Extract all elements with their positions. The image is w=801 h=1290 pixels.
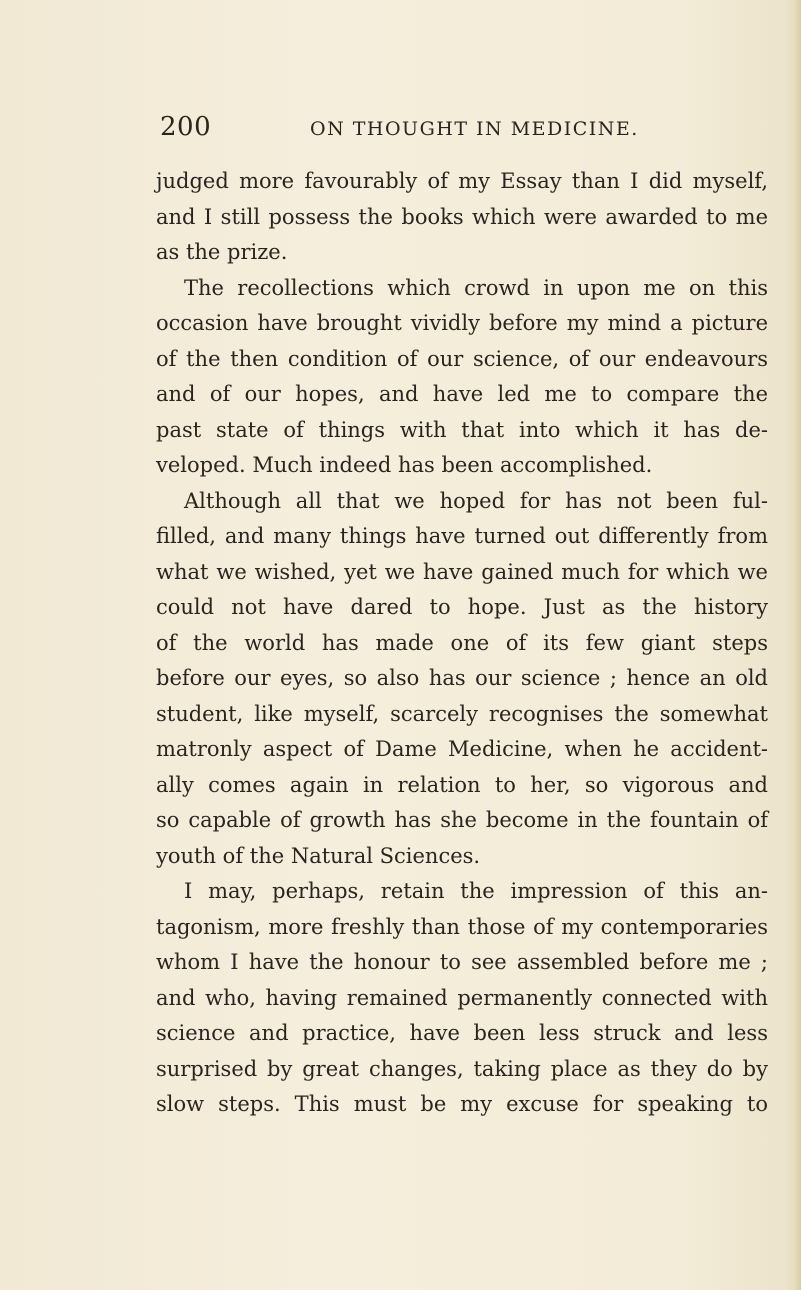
text-line: youth of the Natural Sciences. bbox=[156, 843, 481, 868]
text-line: so capable of growth has she become in the fountain of bbox=[156, 808, 768, 832]
text-line: could not have dared to hope. Just as the history bbox=[156, 595, 768, 619]
text-line: occasion have brought vividly before my mind a picture bbox=[156, 311, 768, 335]
text-line: and who, having remained permanently connected with bbox=[156, 985, 768, 1010]
text-line: I may, perhaps, retain the impression of this an- bbox=[184, 879, 768, 903]
text-line: as the prize. bbox=[156, 240, 288, 264]
body-text bbox=[156, 164, 768, 1123]
page-edge bbox=[785, 0, 801, 1290]
text-line: student, like myself, scarcely recognises the somewhat bbox=[156, 701, 768, 726]
text-line: judged more favourably of my Essay than I did myself, bbox=[156, 169, 768, 193]
running-head: ON THOUGHT IN MEDICINE. bbox=[310, 118, 639, 140]
text-line: matronly aspect of Dame Medicine, when he accident- bbox=[156, 737, 768, 761]
text-line: Although all that we hoped for has not been ful- bbox=[184, 488, 768, 513]
text-line: and I still possess the books which were awarded to me bbox=[156, 204, 768, 229]
text-line: science and practice, have been less struck and less bbox=[156, 1021, 768, 1045]
text-line: The recollections which crowd in upon me on this bbox=[184, 275, 768, 300]
text-line: tagonism, more freshly than those of my contemporaries bbox=[156, 914, 768, 939]
text-line: slow steps. This must be my excuse for speaking to bbox=[156, 1092, 768, 1116]
text-line: whom I have the honour to see assembled before me ; bbox=[156, 950, 768, 974]
page-number: 200 bbox=[160, 112, 212, 142]
text-line: ally comes again in relation to her, so vigorous and bbox=[156, 772, 768, 797]
text-line: of the world has made one of its few giant steps bbox=[156, 630, 768, 655]
text-line: veloped. Much indeed has been accomplished. bbox=[156, 453, 653, 477]
text-line: what we wished, yet we have gained much for which we bbox=[156, 559, 768, 584]
page-header bbox=[160, 112, 760, 148]
text-line: surprised by great changes, taking place as they do by bbox=[156, 1056, 768, 1081]
text-line: before our eyes, so also has our science ; hence an old bbox=[156, 666, 768, 690]
text-line: filled, and many things have turned out differently from bbox=[156, 524, 768, 548]
text-line: and of our hopes, and have led me to compare the bbox=[156, 382, 768, 406]
text-line: of the then condition of our science, of our endeavours bbox=[156, 346, 768, 371]
text-line: past state of things with that into which it has de- bbox=[156, 417, 768, 442]
